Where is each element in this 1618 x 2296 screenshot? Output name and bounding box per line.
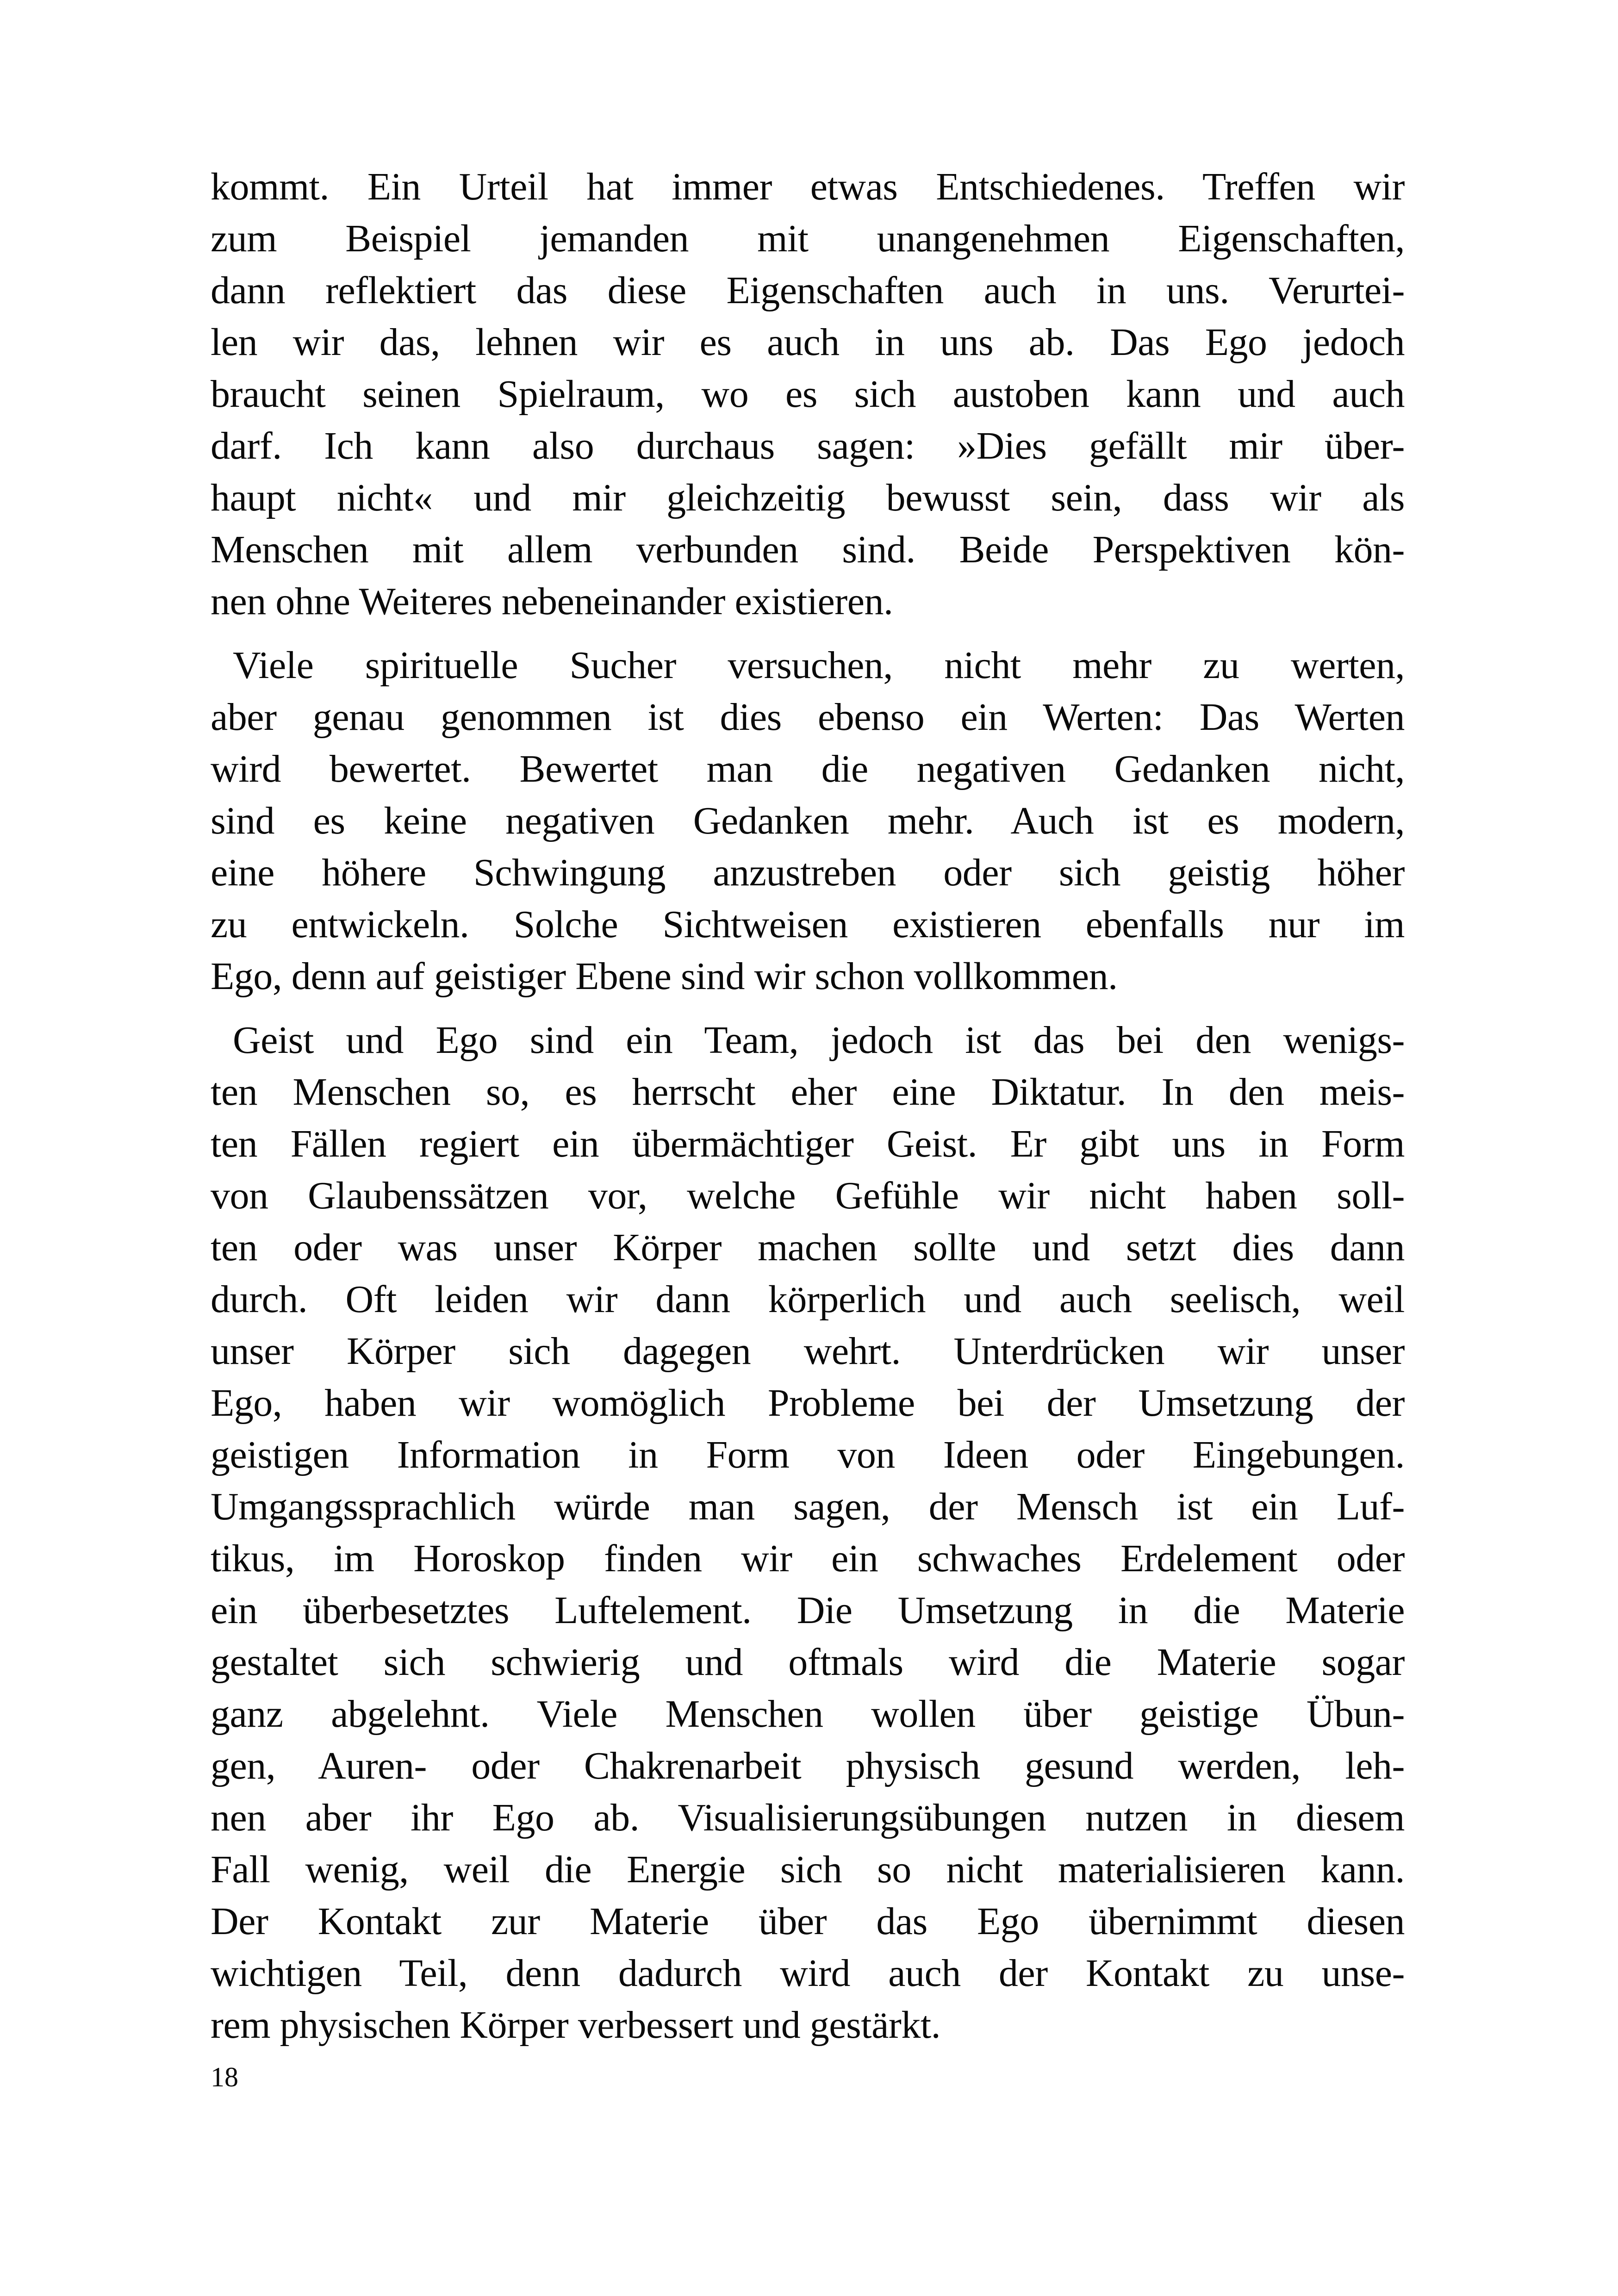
text-line: eine höhere Schwingung anzustreben oder sich geistig höher	[211, 851, 1405, 894]
text-line: nen ohne Weiteres nebeneinander existieren.	[211, 580, 893, 623]
text-line: unser Körper sich dagegen wehrt. Unterdrücken wir unser	[211, 1330, 1405, 1373]
text-line: zum Beispiel jemanden mit unangenehmen Eigenschaften,	[211, 217, 1405, 260]
paragraph	[211, 161, 1405, 628]
text-line: darf. Ich kann also durchaus sagen: »Dies gefällt mir über-	[211, 424, 1405, 467]
text-line: ein überbesetztes Luftelement. Die Umsetzung in die Materie	[211, 1589, 1405, 1632]
text-line: Geist und Ego sind ein Team, jedoch ist das bei den wenigs-	[233, 1019, 1405, 1062]
text-line: zu entwickeln. Solche Sichtweisen existieren ebenfalls nur im	[211, 903, 1405, 946]
text-line: kommt. Ein Urteil hat immer etwas Entschiedenes. Treffen wir	[211, 165, 1405, 208]
text-line: durch. Oft leiden wir dann körperlich und auch seelisch, weil	[211, 1278, 1405, 1321]
text-line: Der Kontakt zur Materie über das Ego übernimmt diesen	[211, 1900, 1405, 1943]
text-line: wird bewertet. Bewertet man die negativen Gedanken nicht,	[211, 747, 1405, 790]
text-line: Viele spirituelle Sucher versuchen, nicht mehr zu werten,	[233, 644, 1405, 687]
text-line: len wir das, lehnen wir es auch in uns ab. Das Ego jedoch	[211, 321, 1405, 364]
text-line: wichtigen Teil, denn dadurch wird auch der Kontakt zu unse-	[211, 1952, 1405, 1995]
text-line: Menschen mit allem verbunden sind. Beide Perspektiven kön-	[211, 528, 1405, 571]
text-line: Ego, denn auf geistiger Ebene sind wir schon vollkommen.	[211, 955, 1118, 998]
text-line: Ego, haben wir womöglich Probleme bei der Umsetzung der	[211, 1381, 1405, 1425]
text-line: ten oder was unser Körper machen sollte und setzt dies dann	[211, 1226, 1405, 1269]
text-line: gen, Auren- oder Chakrenarbeit physisch gesund werden, leh-	[211, 1744, 1405, 1787]
text-line: Umgangssprachlich würde man sagen, der Mensch ist ein Luf-	[211, 1485, 1405, 1528]
paragraph	[211, 1014, 1405, 2051]
page-number: 18	[211, 2062, 238, 2092]
text-line: braucht seinen Spielraum, wo es sich austoben kann und auch	[211, 373, 1405, 416]
text-block	[211, 161, 1405, 2051]
text-line: dann reflektiert das diese Eigenschaften auch in uns. Verurtei-	[211, 269, 1405, 312]
text-line: nen aber ihr Ego ab. Visualisierungsübungen nutzen in diesem	[211, 1796, 1405, 1839]
text-line: Fall wenig, weil die Energie sich so nicht materialisieren kann.	[211, 1848, 1405, 1891]
text-line: ganz abgelehnt. Viele Menschen wollen über geistige Übun-	[211, 1692, 1405, 1736]
text-line: ten Menschen so, es herrscht eher eine Diktatur. In den meis-	[211, 1070, 1405, 1114]
text-line: haupt nicht« und mir gleichzeitig bewusst sein, dass wir als	[211, 476, 1405, 519]
text-line: gestaltet sich schwierig und oftmals wird die Materie sogar	[211, 1641, 1405, 1684]
text-line: rem physischen Körper verbessert und gestärkt.	[211, 2004, 941, 2047]
text-line: ten Fällen regiert ein übermächtiger Geist. Er gibt uns in Form	[211, 1122, 1405, 1165]
text-line: sind es keine negativen Gedanken mehr. Auch ist es modern,	[211, 799, 1405, 842]
text-line: von Glaubenssätzen vor, welche Gefühle wir nicht haben soll-	[211, 1174, 1405, 1217]
text-line: tikus, im Horoskop finden wir ein schwaches Erdelement oder	[211, 1537, 1405, 1580]
text-line: aber genau genommen ist dies ebenso ein Werten: Das Werten	[211, 696, 1405, 739]
paragraph	[211, 640, 1405, 1002]
text-line: geistigen Information in Form von Ideen oder Eingebungen.	[211, 1433, 1405, 1476]
